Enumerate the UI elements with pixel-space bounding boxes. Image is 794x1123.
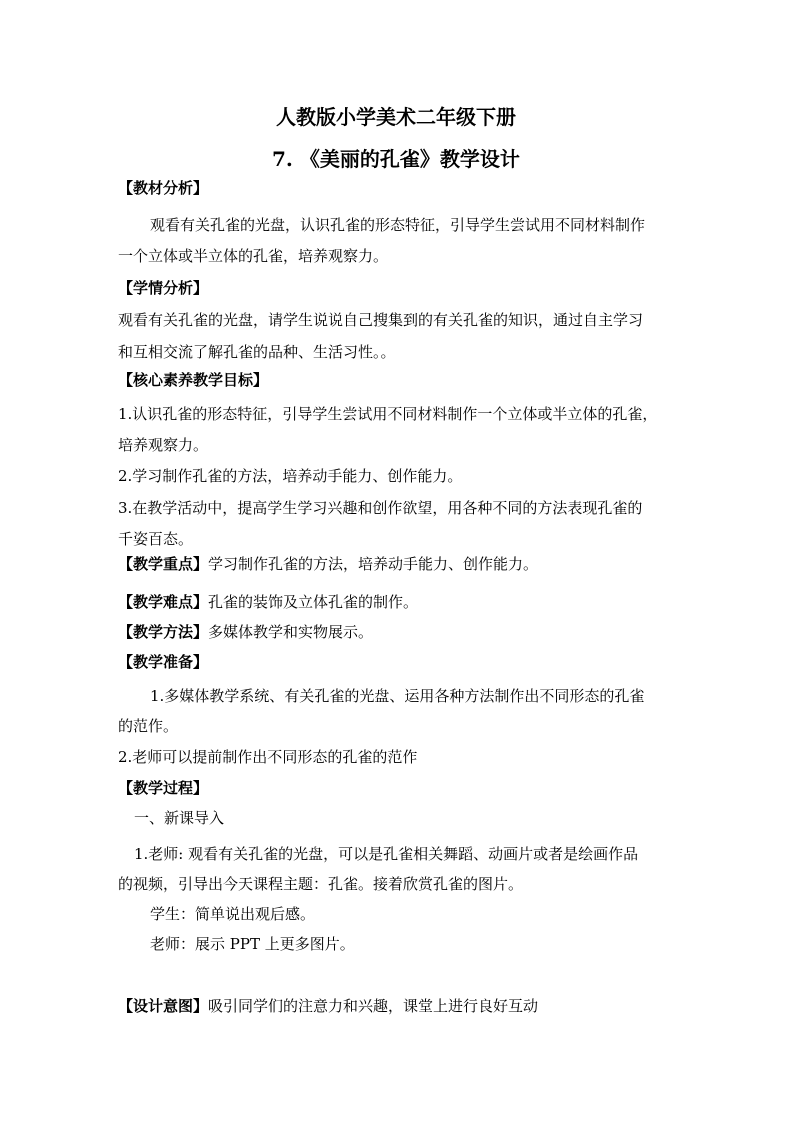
- section-heading-difficulty: 【教学难点】: [118, 593, 209, 611]
- section-heading-design-intent: 【设计意图】: [118, 997, 209, 1015]
- section-heading-process: 【教学过程】: [118, 779, 209, 797]
- paragraph-line: 2.老师可以提前制作出不同形态的孔雀的范作: [118, 748, 418, 766]
- document-title: 人教版小学美术二年级下册: [276, 105, 516, 129]
- section-heading-objectives: 【核心素养教学目标】: [118, 371, 269, 389]
- difficulty-line: [118, 592, 418, 612]
- paragraph-line: 老师：展示 PPT 上更多图片。: [150, 935, 355, 953]
- paragraph-line: 的范作。: [118, 717, 179, 735]
- paragraph-line: 3.在教学活动中，提高学生学习兴趣和创作欲望，用各种不同的方法表现孔雀的: [118, 499, 643, 517]
- paragraph-line: 1.多媒体教学系统、有关孔雀的光盘、运用各种方法制作出不同形态的孔雀: [150, 687, 645, 705]
- paragraph-line: 千姿百态。: [118, 530, 194, 548]
- section-heading-learner-analysis: 【学情分析】: [118, 279, 209, 297]
- paragraph-line: 1.老师: 观看有关孔雀的光盘，可以是孔雀相关舞蹈、动画片或者是绘画作品: [134, 845, 639, 863]
- paragraph-line: 一、新课导入: [134, 809, 225, 827]
- design-intent-text: 吸引同学们的注意力和兴趣，课堂上进行良好互动: [208, 997, 539, 1015]
- paragraph-line: 观看有关孔雀的光盘，认识孔雀的形态特征，引导学生尝试用不同材料制作: [150, 216, 646, 234]
- difficulty-text: 孔雀的装饰及立体孔雀的制作。: [208, 593, 419, 611]
- section-heading-method: 【教学方法】: [118, 623, 209, 641]
- key-point-text: 学习制作孔雀的方法，培养动手能力、创作能力。: [208, 555, 539, 573]
- section-heading-textbook-analysis: 【教材分析】: [118, 179, 209, 197]
- paragraph-line: 一个立体或半立体的孔雀，培养观察力。: [118, 247, 389, 265]
- paragraph-line: 1.认识孔雀的形态特征，引导学生尝试用不同材料制作一个立体或半立体的孔雀，: [118, 405, 658, 423]
- paragraph-line: 的视频，引导出今天课程主题：孔雀。接着欣赏孔雀的图片。: [118, 875, 524, 893]
- paragraph-line: 培养观察力。: [118, 436, 209, 454]
- method-text: 多媒体教学和实物展示。: [208, 623, 374, 641]
- design-intent-line: [118, 996, 538, 1016]
- document-subtitle: 7. 《美丽的孔雀》教学设计: [272, 147, 520, 171]
- paragraph-line: 2.学习制作孔雀的方法，培养动手能力、创作能力。: [118, 467, 463, 485]
- paragraph-line: 学生：简单说出观后感。: [150, 905, 316, 923]
- paragraph-line: 观看有关孔雀的光盘，请学生说说自己搜集到的有关孔雀的知识，通过自主学习: [118, 311, 644, 329]
- key-point-line: [118, 554, 538, 574]
- section-heading-key-point: 【教学重点】: [118, 555, 209, 573]
- section-heading-preparation: 【教学准备】: [118, 653, 209, 671]
- method-line: [118, 622, 373, 642]
- paragraph-line: 和互相交流了解孔雀的品种、生活习性。。: [118, 343, 396, 361]
